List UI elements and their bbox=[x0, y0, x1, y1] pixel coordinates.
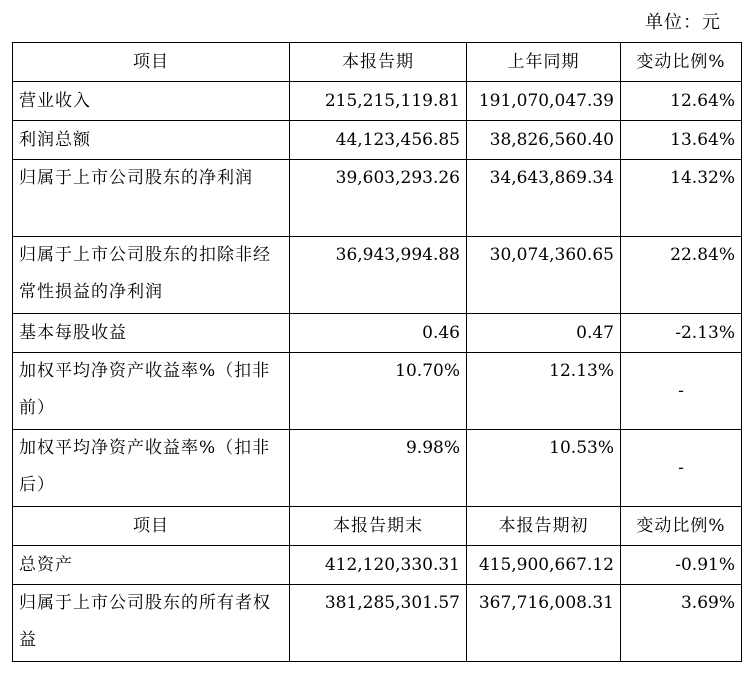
row-current: 39,603,293.26 bbox=[290, 160, 467, 237]
row-change: 3.69% bbox=[621, 585, 742, 662]
row-period-end: 412,120,330.31 bbox=[290, 546, 467, 585]
row-previous: 0.47 bbox=[467, 314, 621, 353]
row-label: 总资产 bbox=[13, 546, 290, 585]
row-current: 0.46 bbox=[290, 314, 467, 353]
table-row bbox=[13, 353, 742, 430]
table-row bbox=[13, 82, 742, 121]
unit-label: 单位：元 bbox=[645, 12, 721, 33]
row-current: 9.98% bbox=[290, 430, 467, 507]
row-change: 14.32% bbox=[621, 160, 742, 237]
row-previous: 12.13% bbox=[467, 353, 621, 430]
table-row bbox=[13, 314, 742, 353]
header-change-ratio: 变动比例% bbox=[621, 43, 742, 82]
row-label: 基本每股收益 bbox=[13, 314, 290, 353]
header-period-end: 本报告期末 bbox=[290, 507, 467, 546]
row-current: 36,943,994.88 bbox=[290, 237, 467, 314]
header-item: 项目 bbox=[13, 43, 290, 82]
header-row-balance bbox=[13, 507, 742, 546]
row-label: 归属于上市公司股东的扣除非经常性损益的净利润 bbox=[13, 237, 290, 314]
row-current: 44,123,456.85 bbox=[290, 121, 467, 160]
table-row bbox=[13, 430, 742, 507]
row-previous: 38,826,560.40 bbox=[467, 121, 621, 160]
row-period-start: 415,900,667.12 bbox=[467, 546, 621, 585]
row-change: - bbox=[621, 353, 742, 430]
financial-summary-table bbox=[12, 42, 742, 662]
header-row bbox=[13, 43, 742, 82]
row-label: 利润总额 bbox=[13, 121, 290, 160]
header-last-year-period: 上年同期 bbox=[467, 43, 621, 82]
row-change: -0.91% bbox=[621, 546, 742, 585]
row-label: 加权平均净资产收益率%（扣非前） bbox=[13, 353, 290, 430]
header-period-start: 本报告期初 bbox=[467, 507, 621, 546]
row-change: 13.64% bbox=[621, 121, 742, 160]
row-label: 归属于上市公司股东的所有者权益 bbox=[13, 585, 290, 662]
table-row bbox=[13, 585, 742, 662]
row-previous: 191,070,047.39 bbox=[467, 82, 621, 121]
row-label: 营业收入 bbox=[13, 82, 290, 121]
row-label: 加权平均净资产收益率%（扣非后） bbox=[13, 430, 290, 507]
table-row bbox=[13, 546, 742, 585]
header-current-period: 本报告期 bbox=[290, 43, 467, 82]
row-change: 22.84% bbox=[621, 237, 742, 314]
row-change: 12.64% bbox=[621, 82, 742, 121]
header-change-ratio: 变动比例% bbox=[621, 507, 742, 546]
row-current: 215,215,119.81 bbox=[290, 82, 467, 121]
row-label: 归属于上市公司股东的净利润 bbox=[13, 160, 290, 237]
row-current: 10.70% bbox=[290, 353, 467, 430]
table-row bbox=[13, 121, 742, 160]
table-row bbox=[13, 237, 742, 314]
row-period-start: 367,716,008.31 bbox=[467, 585, 621, 662]
row-previous: 10.53% bbox=[467, 430, 621, 507]
row-period-end: 381,285,301.57 bbox=[290, 585, 467, 662]
row-change: -2.13% bbox=[621, 314, 742, 353]
header-item: 项目 bbox=[13, 507, 290, 546]
table-row bbox=[13, 160, 742, 237]
row-previous: 30,074,360.65 bbox=[467, 237, 621, 314]
row-previous: 34,643,869.34 bbox=[467, 160, 621, 237]
row-change: - bbox=[621, 430, 742, 507]
